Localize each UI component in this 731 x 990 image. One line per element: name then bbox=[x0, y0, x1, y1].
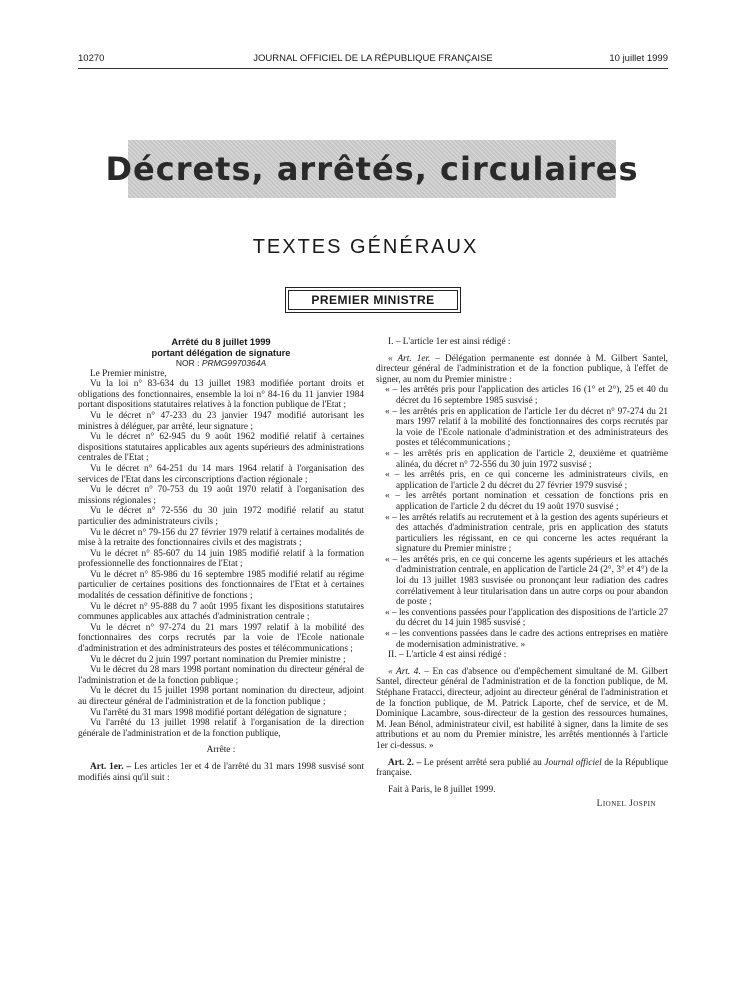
section-title: TEXTES GÉNÉRAUX bbox=[252, 236, 479, 258]
new-article-1-text: Délégation permanente est donnée à M. Gilbert Santel, directeur général de l'administration et de la fonction publique, à l'effet de signer, au nom du Premier ministre : bbox=[376, 353, 668, 385]
visa-paragraph: Vu le décret n° 64-251 du 14 mars 1964 relatif à l'organisation des services de l'Etat dans les circonscriptions d'action régionale ; bbox=[78, 463, 364, 485]
delegation-item: « – les conventions passées pour l'application des dispositions de l'article 27 du décret du 14 juin 1985 susvisé ; bbox=[385, 607, 668, 629]
visa-paragraph: Vu le décret n° 85-986 du 16 septembre 1985 modifié relatif au régime particulier de certaines positions des fonctionnaires de l'Etat et à certaines modalités de cessation définitive de fonctions ; bbox=[78, 569, 364, 602]
nor-code: PRMG9970364A bbox=[201, 358, 267, 368]
done-at-line: Fait à Paris, le 8 juillet 1999. bbox=[388, 784, 496, 795]
issue-date: 10 juillet 1999 bbox=[609, 53, 668, 64]
visa-paragraph: Vu le décret n° 47-233 du 23 janvier 1947 modifié autorisant les ministres à déléguer, par arrêté, leur signature ; bbox=[78, 410, 364, 432]
header-rule bbox=[78, 68, 668, 69]
nor-label: NOR : bbox=[175, 358, 202, 368]
decree-title-line-2: portant délégation de signature bbox=[151, 347, 291, 358]
delegation-item: « – les conventions passées dans le cadre des actions entreprises en matière de modernisation administrative. » bbox=[385, 629, 668, 650]
delegation-item: « – les arrêtés pris en application de l'article 1er du décret n° 97-274 du 21 mars 1997 relatif à la mobilité des fonctionnaires des corps recrutés par la voie de l'Ecole nationale d'administration et des administrateurs des postes et télécommunications ; bbox=[385, 406, 668, 449]
visa-paragraph: Vu le décret n° 62-945 du 9 août 1962 modifié relatif à certaines dispositions statutaires applicables aux agents supérieurs des administrations centrales de l'Etat ; bbox=[78, 432, 364, 464]
new-article-4-paragraph bbox=[376, 667, 668, 752]
visa-paragraph: Vu le décret n° 79-156 du 27 février 1979 relatif à certaines modalités de mise à la retraite des fonctionnaires civils et des magistrats ; bbox=[78, 527, 364, 549]
left-column bbox=[78, 337, 364, 783]
article-2-journal: Journal officiel bbox=[544, 757, 602, 768]
decree-title-line-1: Arrêté du 8 juillet 1999 bbox=[171, 337, 271, 347]
visa-paragraph: Vu le décret n° 85-607 du 14 juin 1985 modifié relatif à la formation professionnelle des fonctionnaires de l'Etat ; bbox=[78, 548, 364, 570]
article-2-label: Art. 2. – bbox=[388, 757, 422, 768]
visa-paragraph: Vu le décret n° 95-888 du 7 août 1995 fixant les dispositions statutaires communes applicables aux attachés d'administration centrale ; bbox=[78, 601, 364, 623]
right-column bbox=[376, 337, 668, 810]
journal-title: JOURNAL OFFICIEL DE LA RÉPUBLIQUE FRANÇAISE bbox=[253, 53, 493, 64]
visa-paragraph: Vu le décret n° 72-556 du 30 juin 1972 modifié relatif au statut particulier des administrateurs civils ; bbox=[78, 506, 364, 527]
delegation-item: « – les arrêtés portant nomination et cessation de fonctions pris en application de l'article 2 du décret du 19 août 1970 susvisé ; bbox=[385, 491, 668, 512]
new-article-1-label: « Art. 1er. – bbox=[388, 353, 441, 364]
ministry-box bbox=[285, 287, 461, 313]
new-article-1-paragraph bbox=[376, 354, 668, 386]
article-1-text: Les articles 1er et 4 de l'arrêté du 31 mars 1998 susvisé sont modifiés ainsi qu'il suit : bbox=[78, 761, 364, 783]
article-2-text-2: de la République française. bbox=[376, 757, 668, 779]
page-number: 10270 bbox=[78, 53, 105, 64]
delegation-item: « – les arrêtés pris en application de l'article 2, deuxième et quatrième alinéa, du décret n° 72-556 du 30 juin 1972 susvisé ; bbox=[385, 448, 668, 470]
rubric-banner bbox=[105, 140, 639, 198]
visas-list bbox=[78, 369, 364, 740]
visa-paragraph: Vu la loi n° 83-634 du 13 juillet 1983 modifiée portant droits et obligations des fonctionnaires, ensemble la loi n° 84-16 du 11 janvier 1984 portant dispositions statutaires relatives à la fonction publique de l'Etat ; bbox=[78, 379, 364, 411]
visa-paragraph: Vu le décret n° 97-274 du 21 mars 1997 relatif à la mobilité des fonctionnaires des corps recrutés par la voie de l'Ecole nationale d'administration et des administrateurs des postes et télécommunications ; bbox=[78, 622, 364, 655]
article-2-text-1: Le présent arrêté sera publié au bbox=[421, 757, 545, 768]
new-article-4-label: « Art. 4. – bbox=[388, 666, 429, 677]
article-1-paragraph bbox=[78, 762, 364, 783]
arrete-line: Arrête : bbox=[206, 745, 236, 756]
item-2-intro: II. – L'article 4 est ainsi rédigé : bbox=[388, 650, 507, 661]
visa-paragraph: Vu le décret du 28 mars 1998 portant nomination du directeur général de l'administration et de la fonction publique ; bbox=[78, 665, 364, 686]
delegation-list bbox=[376, 385, 668, 650]
opening-line: Le Premier ministre, bbox=[90, 368, 167, 379]
visa-paragraph: Vu le décret du 2 juin 1997 portant nomination du Premier ministre ; bbox=[90, 654, 346, 665]
delegation-item: « – les arrêtés pris, en ce qui concerne les administrateurs civils, en application de l'article 2 du décret du 27 février 1979 susvisé ; bbox=[385, 470, 668, 491]
visa-paragraph: Vu l'arrêté du 31 mars 1998 modifié portant délégation de signature ; bbox=[90, 707, 347, 718]
banner-title: Décrets, arrêtés, circulaires bbox=[105, 150, 639, 188]
article-2-paragraph bbox=[376, 758, 668, 779]
delegation-item: « – les arrêtés relatifs au recrutement et à la gestion des agents supérieurs et des attachés d'administration centrale, pris en application des statuts particuliers les régissant, en ce qui concerne les actes requérant la signature du Premier ministre ; bbox=[385, 512, 668, 555]
new-article-4-text: En cas d'absence ou d'empêchement simultané de M. Gilbert Santel, directeur général de l'administration et de la fonction publique, de M. Stéphane Fratacci, directeur, adjoint au directeur général de l'administration et de la fonction publique, de M. Patrick Laporte, chef de service, et de M. Dominique Lacambre, sous-directeur de la gestion des ressources humaines, M. Jean Bénol, administrateur civil, est habilité à signer, dans la limite de ses attributions et au nom du Premier ministre, les arrêtés mentionnés à l'article 1er ci-dessus. » bbox=[376, 666, 669, 751]
ministry-label: PREMIER MINISTRE bbox=[288, 290, 458, 310]
visa-paragraph: Vu l'arrêté du 13 juillet 1998 relatif à l'organisation de la direction générale de l'administration et de la fonction publique, bbox=[78, 718, 364, 739]
running-header bbox=[78, 53, 668, 67]
visa-paragraph: Vu le décret du 15 juillet 1998 portant nomination du directeur, adjoint au directeur général de l'administration et de la fonction publique ; bbox=[78, 686, 364, 707]
delegation-item: « – les arrêtés pris pour l'application des articles 16 (1° et 2°), 25 et 40 du décret du 16 septembre 1985 susvisé ; bbox=[385, 385, 668, 406]
visa-paragraph: Vu le décret n° 70-753 du 19 août 1970 relatif à l'organisation des missions régionales ; bbox=[78, 485, 364, 506]
nor-reference bbox=[78, 358, 364, 369]
delegation-item: « – les arrêtés pris, en ce qui concerne les agents supérieurs et les attachés d'administration centrale, en application de l'article 24 (2°, 3° et 4°) de la loi du 13 juillet 1983 susvisée ou prononçant leur radiation des cadres corrélativement à leur titularisation dans un autre corps ou pour abandon de poste ; bbox=[385, 554, 668, 608]
item-1-intro: I. – L'article 1er est ainsi rédigé : bbox=[388, 337, 511, 347]
signature: Lionel Jospin bbox=[596, 799, 656, 810]
article-1-label: Art. 1er. – bbox=[90, 761, 132, 772]
